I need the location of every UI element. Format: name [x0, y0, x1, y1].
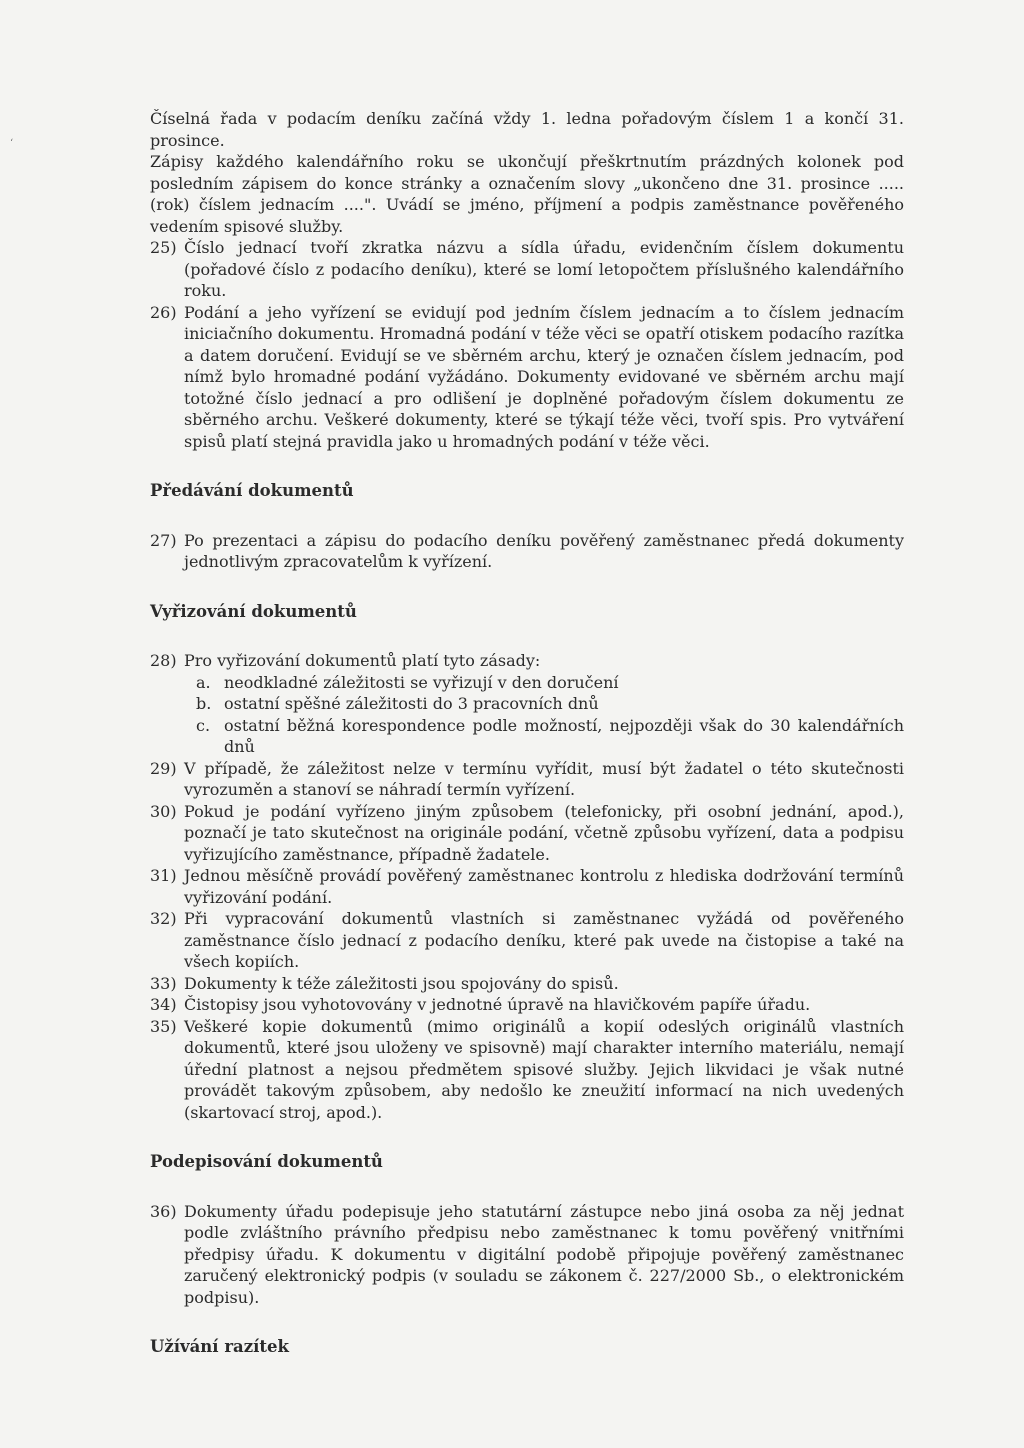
sub-item-text: neodkladné záležitosti se vyřizují v den doručení: [224, 672, 619, 692]
list-item-32: [150, 908, 904, 973]
item-number: 26): [150, 302, 177, 322]
item-text: Při vypracování dokumentů vlastních si zaměstnanec vyžádá od pověřeného zaměstnance číslo jednací z podacího deníku, které pak uvede na čistopise a také na všech kopiích.: [184, 909, 904, 971]
section-heading-transfer: Předávání dokumentů: [150, 481, 354, 500]
item-text: Podání a jeho vyřízení se evidují pod jedním číslem jednacím a to číslem jednacím iniciačního dokumentu. Hromadná podání v téže věci se opatří otiskem podacího razítka a datem doručení. Evidují se ve sběrném archu, který je označen číslem jednacím, pod nímž bylo hromadné podání vyžádáno. Dokumenty evidované ve sběrném archu mají totožné číslo jednací a pro odlišení je doplněné pořadovým číslem dokumentu ze sběrného archu. Veškeré dokumenty, které se týkají téže věci, tvoří spis. Pro vytváření spisů platí stejná pravidla jako u hromadných podání v téže věci.: [184, 302, 904, 451]
list-item-26: [150, 302, 904, 453]
section-heading-signing: Podepisování dokumentů: [150, 1152, 383, 1171]
sub-item-letter: a.: [196, 672, 211, 692]
item-text: Pokud je podání vyřízeno jiným způsobem (telefonicky, při osobní jednání, apod.), poznačí je tato skutečnost na originále podání, včetně způsobu vyřízení, data a podpisu vyřizujícího zaměstnance, případně žadatele.: [184, 801, 904, 864]
item-number: 30): [150, 801, 177, 821]
item-text: Dokumenty k téže záležitosti jsou spojovány do spisů.: [184, 973, 619, 993]
item-number: 36): [150, 1201, 177, 1221]
section-heading-processing: Vyřizování dokumentů: [150, 601, 357, 621]
list-item-30: [150, 801, 904, 866]
list-item-27: [150, 530, 904, 573]
item-text: Pro vyřizování dokumentů platí tyto zásady:: [184, 651, 541, 670]
document-body: [150, 108, 904, 1386]
sub-item-b: [150, 693, 904, 715]
list-item-28: [150, 650, 904, 672]
item-number: 33): [150, 973, 177, 993]
item-number: 27): [150, 530, 177, 550]
sub-item-text: ostatní spěšné záležitosti do 3 pracovních dnů: [224, 694, 599, 713]
intro-paragraph-2: Zápisy každého kalendářního roku se ukončují přeškrtnutím prázdných kolonek pod posledním zápisem do konce stránky a označením slovy „ukončeno dne 31. prosince ..... (rok) číslem jednacím ....". Uvádí se jméno, příjmení a podpis zaměstnance pověřeného vedením spisové služby.: [150, 152, 904, 236]
item-text: Jednou měsíčně provádí pověřený zaměstnanec kontrolu z hlediska dodržování termínů vyřizování podání.: [184, 866, 904, 907]
sub-item-c: [150, 715, 904, 758]
item-number: 35): [150, 1016, 177, 1036]
item-number: 29): [150, 758, 177, 778]
item-text: Dokumenty úřadu podepisuje jeho statutární zástupce nebo jiná osoba za něj jednat podle zvláštního právního předpisu nebo zaměstnanec k tomu pověřený vnitřními předpisy úřadu. K dokumentu v digitální podobě připojuje pověřený zaměstnanec zaručený elektronický podpis (v souladu se zákonem č. 227/2000 Sb., o elektronickém podpisu).: [184, 1201, 904, 1307]
sub-item-a: [150, 672, 904, 694]
scan-speck: ʻ: [10, 138, 14, 149]
item-number: 32): [150, 909, 177, 928]
sub-item-text: ostatní běžná korespondence podle možností, nejpozději však do 30 kalendářních dnů: [224, 715, 904, 756]
list-item-25: [150, 237, 904, 302]
list-item-35: [150, 1016, 904, 1124]
intro-paragraph-1: Číselná řada v podacím deníku začíná vždy 1. ledna pořadovým číslem 1 a končí 31. prosince.: [150, 109, 904, 150]
sub-item-letter: c.: [196, 715, 211, 735]
item-text: Po prezentaci a zápisu do podacího deníku pověřený zaměstnanec předá dokumenty jednotlivým zpracovatelům k vyřízení.: [184, 530, 904, 571]
section-heading-stamps: Užívání razítek: [150, 1337, 289, 1356]
list-item-31: [150, 865, 904, 908]
list-item-36: [150, 1201, 904, 1309]
list-item-34: [150, 994, 904, 1016]
item-number: 34): [150, 995, 177, 1014]
item-text: Veškeré kopie dokumentů (mimo originálů a kopií odeslých originálů vlastních dokumentů, které jsou uloženy ve spisovně) mají charakter interního materiálu, nemají úřední platnost a nejsou předmětem spisové služby. Jejich likvidaci je však nutné provádět takovým způsobem, aby nedošlo ke zneužití informací na nich uvedených (skartovací stroj, apod.).: [184, 1016, 904, 1122]
item-number: 25): [150, 238, 177, 257]
item-number: 28): [150, 651, 177, 670]
sub-item-letter: b.: [196, 694, 212, 713]
item-text: Čistopisy jsou vyhotovovány v jednotné úpravě na hlavičkovém papíře úřadu.: [184, 995, 811, 1014]
list-item-29: [150, 758, 904, 801]
item-number: 31): [150, 866, 177, 885]
list-item-33: [150, 973, 904, 995]
item-text: Číslo jednací tvoří zkratka názvu a sídla úřadu, evidenčním číslem dokumentu (pořadové číslo z podacího deníku), které se lomí letopočtem příslušného kalendářního roku.: [184, 238, 904, 300]
item-text: V případě, že záležitost nelze v termínu vyřídit, musí být žadatel o této skutečnosti vyrozuměn a stanoví se náhradí termín vyřízení.: [184, 758, 904, 799]
